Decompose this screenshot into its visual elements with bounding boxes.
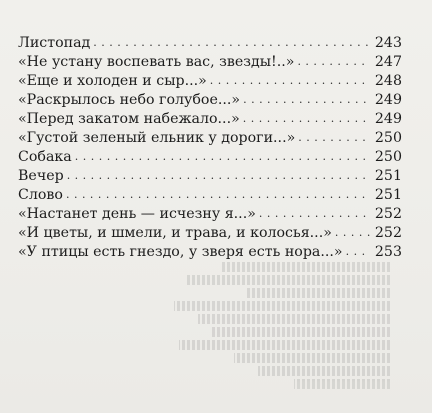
toc-entry <box>18 224 402 243</box>
toc-entry-page: 250 <box>374 130 402 146</box>
toc-entry <box>18 205 402 224</box>
toc-leader-dots <box>67 166 370 185</box>
toc-entry-title: Листопад <box>18 35 91 51</box>
toc-leader-dots <box>243 109 370 128</box>
toc-entry-page: 243 <box>374 35 402 51</box>
toc-entry-title: «Настанет день — исчезну я...» <box>18 206 256 222</box>
toc-leader-dots <box>93 33 370 52</box>
table-of-contents <box>18 34 402 262</box>
toc-leader-dots <box>335 223 370 242</box>
toc-entry-page: 249 <box>374 111 402 127</box>
toc-entry <box>18 91 402 110</box>
toc-leader-dots <box>210 71 370 90</box>
toc-entry-title: «Перед закатом набежало...» <box>18 111 240 127</box>
toc-entry-page: 252 <box>374 225 402 241</box>
toc-entry <box>18 186 402 205</box>
toc-leader-dots <box>75 147 370 166</box>
toc-entry-title: «Раскрылось небо голубое...» <box>18 92 241 108</box>
toc-entry-title: «Еще и холоден и сыр...» <box>18 73 207 89</box>
toc-entry-page: 253 <box>374 244 402 260</box>
toc-entry-page: 249 <box>374 92 402 108</box>
toc-entry-page: 251 <box>374 187 402 203</box>
toc-entry-title: «Густой зеленый ельник у дороги...» <box>18 130 296 146</box>
toc-entry-title: Вечер <box>18 168 64 184</box>
toc-entry-page: 248 <box>374 73 402 89</box>
toc-entry <box>18 53 402 72</box>
toc-entry-page: 247 <box>374 54 402 70</box>
show-through-text <box>150 262 390 392</box>
toc-entry-title: Собака <box>18 149 72 165</box>
toc-entry-title: Слово <box>18 187 63 203</box>
toc-leader-dots <box>298 128 370 147</box>
toc-entry <box>18 243 402 262</box>
toc-entry <box>18 110 402 129</box>
toc-entry <box>18 167 402 186</box>
toc-entry-title: «И цветы, и шмели, и трава, и колосья...» <box>18 225 332 241</box>
toc-entry <box>18 34 402 53</box>
toc-leader-dots <box>259 204 370 223</box>
toc-leader-dots <box>66 185 370 204</box>
toc-entry <box>18 148 402 167</box>
toc-leader-dots <box>243 90 370 109</box>
toc-entry-page: 250 <box>374 149 402 165</box>
toc-leader-dots <box>297 52 370 71</box>
toc-entry-title: «Не устану воспевать вас, звезды!..» <box>18 54 295 70</box>
toc-entry <box>18 72 402 91</box>
toc-leader-dots <box>346 242 370 261</box>
toc-entry-title: «У птицы есть гнездо, у зверя есть нора...» <box>18 244 343 260</box>
toc-entry-page: 251 <box>374 168 402 184</box>
toc-entry <box>18 129 402 148</box>
toc-entry-page: 252 <box>374 206 402 222</box>
